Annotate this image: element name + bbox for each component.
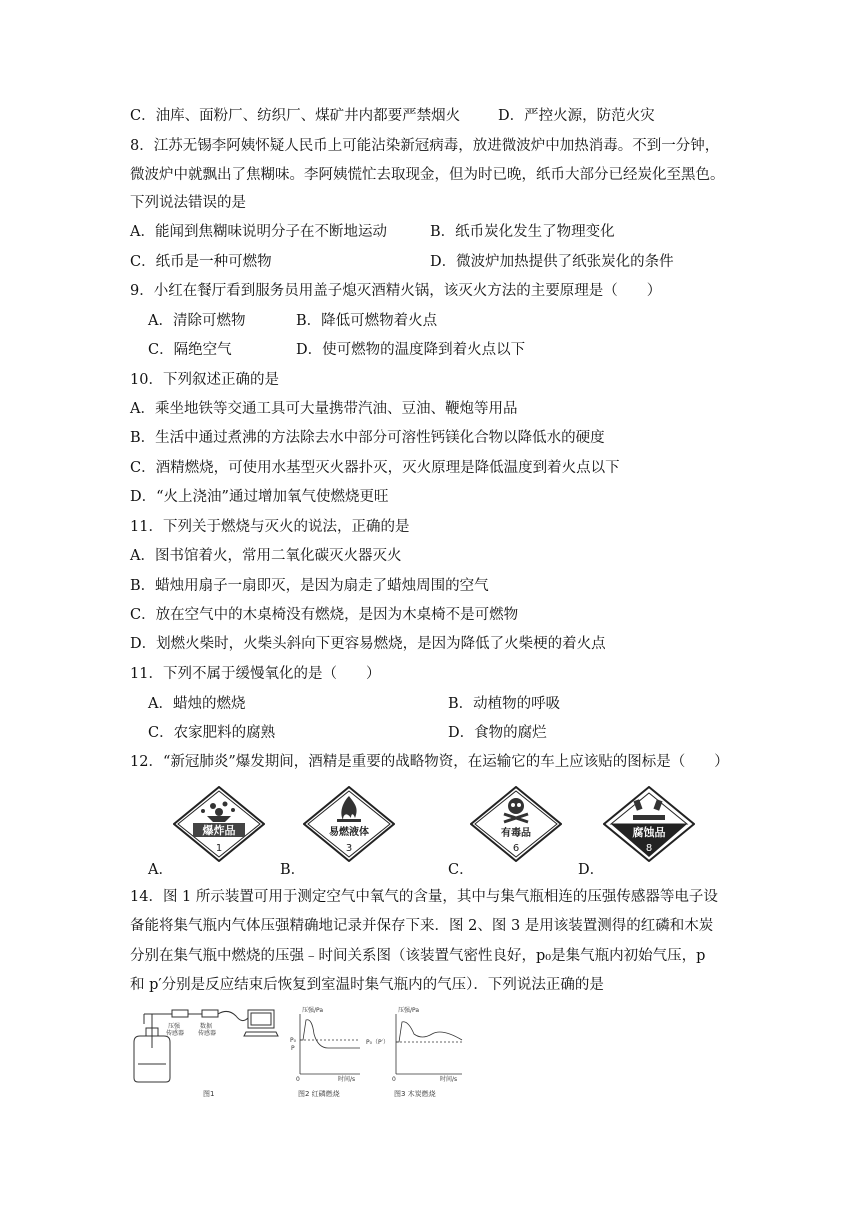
q11-stem: 11．下列关于燃烧与灭火的说法，正确的是 [130, 519, 410, 535]
q10-stem: 10．下列叙述正确的是 [130, 372, 279, 388]
q11b-option-a: A．蜡烛的燃烧 [148, 696, 246, 712]
fig2-chart [300, 1014, 360, 1074]
apparatus-diagram [134, 1010, 278, 1082]
q10-option-c: C．酒精燃烧，可使用水基型灭火器扑灭，灭火原理是降低温度到着火点以下 [130, 460, 620, 476]
q8-stem-2: 微波炉中就飘出了焦糊味。李阿姨慌忙去取现金，但为时已晚，纸币大部分已经炭化至黑色。 [130, 167, 725, 183]
symbol-c-number: 6 [512, 843, 520, 854]
q11b-option-c: C．农家肥料的腐熟 [148, 725, 276, 741]
fig2-zero: 0 [296, 1076, 300, 1083]
q8-stem-1: 8．江苏无锡李阿姨怀疑人民币上可能沾染新冠病毒，放进微波炉中加热消毒。不到一分钟， [130, 138, 720, 154]
q11b-option-b: B．动植物的呼吸 [448, 696, 561, 712]
q10-option-b: B．生活中通过煮沸的方法除去水中部分可溶性钙镁化合物以降低水的硬度 [130, 430, 605, 446]
sensor1-label: 压强 [168, 1023, 181, 1030]
q8-option-a: A．能闻到焦糊味说明分子在不断地运动 [130, 224, 387, 240]
explosive-symbol [173, 786, 265, 862]
symbol-a-letter: A． [148, 862, 173, 878]
sensor2-label-b: 传感器 [198, 1030, 217, 1037]
fig3-chart [396, 1014, 462, 1074]
symbol-b-number: 3 [345, 843, 353, 854]
q11-option-b: B．蜡烛用扇子一扇即灭，是因为扇走了蜡烛周围的空气 [130, 578, 489, 594]
q14-stem-2: 备能将集气瓶内气体压强精确地记录并保存下来．图 2、图 3 是用该装置测得的红磷和木炭 [130, 918, 714, 934]
q11-option-c: C．放在空气中的木桌椅没有燃烧，是因为木桌椅不是可燃物 [130, 607, 519, 623]
flammable-liquid-symbol [303, 786, 395, 862]
fig2-xlabel: 时间/s [338, 1076, 356, 1083]
fig3-xlabel: 时间/s [440, 1076, 458, 1083]
q11b-stem: 11．下列不属于缓慢氧化的是（ ） [130, 666, 381, 682]
fig3-ylabel: 压强/Pa [398, 1007, 420, 1014]
q14-stem-4: 和 p′分别是反应结束后恢复到室温时集气瓶内的气压）．下列说法正确的是 [130, 977, 604, 993]
symbol-a-number: 1 [215, 843, 223, 854]
q10-option-a: A．乘坐地铁等交通工具可大量携带汽油、豆油、鞭炮等用品 [130, 401, 518, 417]
q8-option-c: C．纸币是一种可燃物 [130, 254, 272, 270]
corrosive-symbol [603, 786, 695, 862]
q9-option-d: D．使可燃物的温度降到着火点以下 [296, 342, 526, 358]
fig2-p0: P₀ [290, 1037, 297, 1044]
q9-option-b: B．降低可燃物着火点 [296, 313, 438, 329]
q8-stem-3: 下列说法错误的是 [130, 195, 246, 211]
experiment-figure [128, 1004, 468, 1100]
q14-stem-1: 14．图 1 所示装置可用于测定空气中氧气的含量，其中与集气瓶相连的压强传感器等电子设 [130, 889, 718, 905]
symbol-c-label: 有毒品 [501, 828, 531, 839]
q8-option-d: D．微波炉加热提供了纸张炭化的条件 [430, 254, 674, 270]
q11b-option-d: D．食物的腐烂 [448, 725, 547, 741]
q11-option-d: D．划燃火柴时，火柴头斜向下更容易燃烧，是因为降低了火柴梗的着火点 [130, 636, 606, 652]
q8-option-b: B．纸币炭化发生了物理变化 [430, 224, 615, 240]
sensor2-label: 数据 [200, 1023, 213, 1030]
fig2-ylabel: 压强/Pa [302, 1007, 324, 1014]
fig1-caption: 图1 [203, 1090, 215, 1098]
symbol-d-number: 8 [645, 843, 653, 854]
fig3-caption: 图3 木炭燃烧 [394, 1090, 436, 1098]
fig2-p: P [291, 1045, 295, 1052]
sensor1-label-b: 传感器 [166, 1030, 185, 1037]
q9-stem: 9．小红在餐厅看到服务员用盖子熄灭酒精火锅，该灭火方法的主要原理是（ ） [130, 283, 662, 299]
q7-option-c: C．油库、面粉厂、纺织厂、煤矿井内都要严禁烟火 [130, 108, 461, 124]
symbol-d-label: 腐蚀品 [632, 826, 666, 839]
fig3-p0p: P₀（P′） [366, 1039, 390, 1046]
q11-option-a: A．图书馆着火，常用二氧化碳灭火器灭火 [130, 548, 402, 564]
symbol-c-letter: C． [448, 862, 474, 878]
symbol-d-letter: D． [578, 862, 605, 878]
q14-stem-3: 分别在集气瓶中燃烧的压强﹣时间关系图（该装置气密性良好，p₀是集气瓶内初始气压，p [130, 948, 706, 964]
fig2-caption: 图2 红磷燃烧 [298, 1090, 340, 1098]
symbol-b-label: 易燃液体 [329, 827, 369, 838]
q7-option-d: D．严控火源，防范火灾 [498, 108, 655, 124]
q9-option-a: A．清除可燃物 [148, 313, 246, 329]
symbol-a-label: 爆炸品 [202, 824, 236, 837]
symbol-b-letter: B． [280, 862, 306, 878]
toxic-symbol [470, 786, 562, 862]
q12-stem: 12．“新冠肺炎”爆发期间，酒精是重要的战略物资，在运输它的车上应该贴的图标是（ ） [130, 754, 729, 770]
fig3-zero: 0 [392, 1076, 396, 1083]
q9-option-c: C．隔绝空气 [148, 342, 232, 358]
q10-option-d: D．“火上浇油”通过增加氧气使燃烧更旺 [130, 489, 389, 505]
